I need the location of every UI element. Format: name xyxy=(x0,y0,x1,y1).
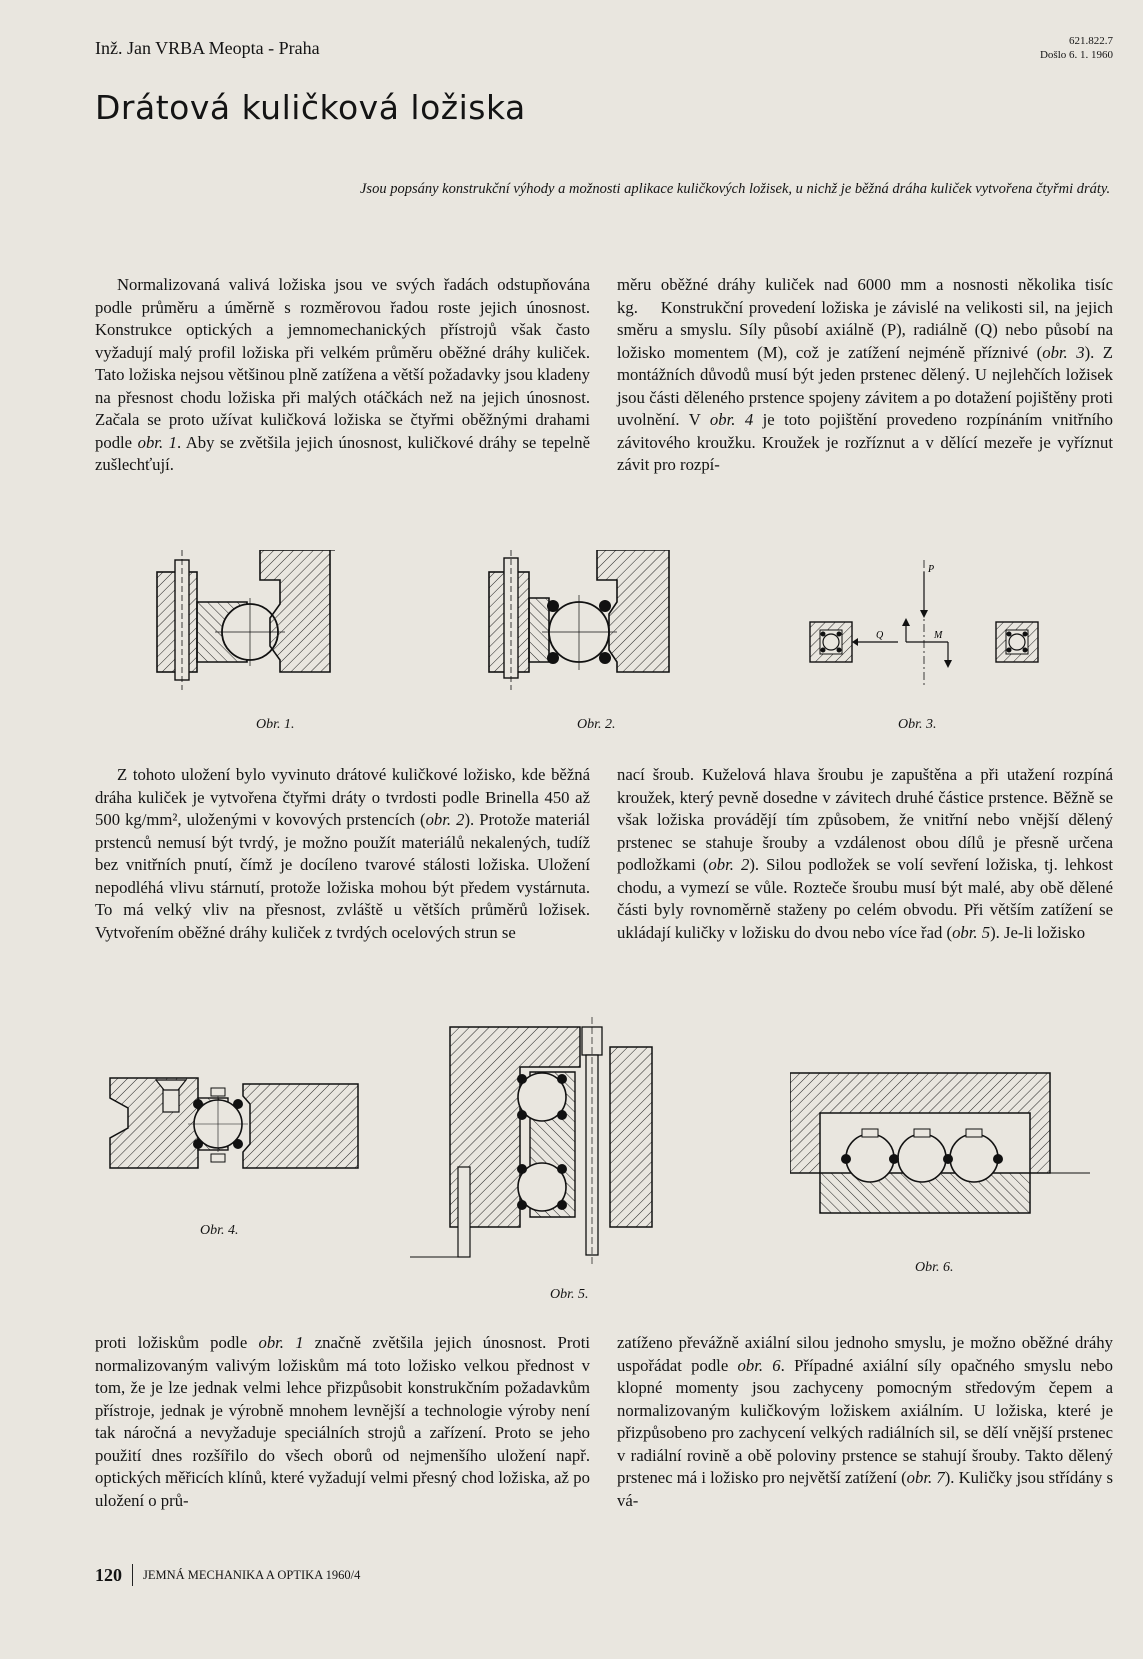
figure-5-drawing xyxy=(410,1017,655,1272)
text-run: Z tohoto uložení bylo vyvinuto drátové kuličkové ložisko, kde běžná dráha kuliček je vytvořena čtyřmi dráty o tvrdosti podle Brinella 450 až 500 kg/mm², uloženými v kovových prstencích ( xyxy=(95,765,590,829)
text-run: proti ložiskům podle xyxy=(95,1333,259,1352)
figure-3-caption: Obr. 3. xyxy=(898,717,937,732)
text-run: měru oběžné dráhy kuliček nad 6000 mm a nosnosti několika tisíc kg. xyxy=(617,275,1113,317)
paragraph-intro xyxy=(95,274,590,477)
text-run: nací šroub. Kuželová hlava šroubu je zapuštěna a při utažení rozpíná kroužek, který pevně dosedne v závitech druhé částice prstence. Běžně se však ložiska provádějí tím způsobem, že vnitřní nebo vnější dělený prstenec se stahuje šrouby a vzdálenost obou dílů je přesně určena podložkami ( xyxy=(617,765,1113,874)
udc-block xyxy=(1040,34,1113,62)
text-run: ). Kuličky jsou střídány s vá- xyxy=(617,1468,1113,1510)
text-run: značně zvětšila jejich únosnost. Proti normalizovaným valivým ložiskům má toto ložisko velkou přednost v tom, že je lze jednak velmi lehce přizpůsobit konstrukčním požadavkům přístroje, jednak je výrobně mnohem levnější a technologie výroby není tak náročná a nevyžaduje speciálních strojů a zařízení. Proto se jeho použití dnes rozšířilo do všech oborů od nejmenšího uložení např. optických měřicích klínů, které vyžadují velmi přesný chod ložiska, až po uložení o prů- xyxy=(95,1333,590,1510)
figure-6-drawing xyxy=(790,1063,1090,1243)
figure-1-drawing xyxy=(155,550,335,700)
journal-name: JEMNÁ MECHANIKA A OPTIKA 1960/4 xyxy=(143,1567,361,1582)
footer-divider xyxy=(132,1564,133,1586)
figure-2-drawing xyxy=(487,550,677,700)
text-run: . Aby se zvětšila jejich únosnost, kuličkové dráhy se tepelně zušlechťují. xyxy=(95,432,590,474)
text-run: ). Silou podložek se volí sevření ložiska, tj. lehkost chodu, a vymezí se vůle. Rozteče šroubu musí být malé, aby obě dělené části byly rovnoměrně staženy po celém obvodu. Při větším zatížení se ukládají kuličky v ložisku do dvou nebo více řad ( xyxy=(617,855,1114,942)
text-run: Konstrukční provedení ložiska je závislé na velikosti sil, na jejich směru a smyslu. Síly působí axiálně (P), radiálně (Q) nebo působí na ložisko momentem (M), což je zatížení nejméně příznivé ( xyxy=(617,297,1113,362)
text-run: obr. 2 xyxy=(425,810,465,829)
text-run: zatíženo převážně axiální silou jednoho smyslu, je možno oběžné dráhy uspořádat podle xyxy=(617,1333,1113,1375)
figure-5-caption: Obr. 5. xyxy=(550,1287,589,1302)
article-title: Drátová kuličková ložiska xyxy=(95,88,526,127)
paragraph-axial-loads xyxy=(617,1332,1113,1512)
text-run: ). Protože materiál prstenců nemusí být tvrdý, je možno použít materiálů nekalených, tudíž bez vnitřních pnutí, čímž je docíleno tvarové stálosti ložiska. Uložení nepodléhá vlivu stárnutí, protože ložiska mohou být předem vystárnuta. To má velký vliv na přesnost, zvláště u větších průměrů ložisek. Vytvořením oběžné dráhy kuliček z tvrdých ocelových strun se xyxy=(95,810,590,942)
text-run: obr. 2 xyxy=(708,855,750,874)
udc-code: 621.822.7 xyxy=(1069,35,1113,47)
text-run: obr. 3 xyxy=(1042,342,1085,362)
paragraph-wire-bearing xyxy=(95,764,590,944)
paragraph-advantages xyxy=(95,1332,590,1512)
text-run: obr. 6 xyxy=(737,1355,781,1375)
figure-3-label-m: M xyxy=(934,630,943,641)
text-run: . Případné axiální síly opačného smyslu nebo klopné momenty jsou zachyceny pomocným středovým čepem a normalizovaným kuličkovým ložiskem axiálním. U ložiska, které je přizpůsobeno pro zachycení velkých radiálních sil, se dělí vnější prstenec v radiální rovině a obě poloviny prstence se stahují šrouby. Takto dělený prstenec má i ložisko pro největší zatížení ( xyxy=(617,1355,1113,1487)
page-footer xyxy=(95,1564,360,1586)
article-abstract: Jsou popsány konstrukční výhody a možnosti aplikace kuličkových ložisek, u nichž je běžná dráha kuliček vytvořena čtyřmi dráty. xyxy=(360,181,1111,197)
text-run: ). Z montážních důvodů musí být jeden prstenec dělený. U nejlehčích ložisek jsou části děleného prstence spojeny závitem a po dotažení pojištěny proti uvolnění. V xyxy=(617,342,1113,429)
figure-1-caption: Obr. 1. xyxy=(256,717,295,732)
text-run: obr. 1 xyxy=(137,432,177,452)
figure-4-drawing xyxy=(108,1068,363,1188)
text-run: obr. 4 xyxy=(709,410,754,429)
figure-4-caption: Obr. 4. xyxy=(200,1223,239,1238)
text-run: obr. 7 xyxy=(906,1468,945,1487)
received-date: Došlo 6. 1. 1960 xyxy=(1039,49,1113,61)
paragraph-screws xyxy=(617,764,1113,944)
figure-2-caption: Obr. 2. xyxy=(577,717,616,732)
figure-3-label-q: Q xyxy=(876,630,884,641)
text-run: je toto pojištění provedeno rozpínáním vnitřního závitového kroužku. Kroužek je rozříznut a v dělící mezeře je vyříznut závit pro rozpí- xyxy=(617,410,1113,474)
figure-6-caption: Obr. 6. xyxy=(915,1260,954,1275)
figure-3-label-p: P xyxy=(928,564,935,575)
text-run: obr. 1 xyxy=(258,1333,304,1352)
text-run: obr. 5 xyxy=(952,922,991,942)
page-number: 120 xyxy=(95,1564,122,1585)
text-run: ). Je-li ložisko xyxy=(990,922,1086,942)
paragraph-construction xyxy=(617,274,1113,477)
figure-3-drawing xyxy=(808,560,1048,690)
text-run: Normalizovaná valivá ložiska jsou ve svých řadách odstupňována podle průměru a úměrně s rozměrovou řadou roste jejich únosnost. Konstrukce optických a jemnomechanických přístrojů však často vyžadují malý profil ložiska při velkém průměru oběžné dráhy kuliček. Tato ložiska nejsou většinou plně zatížena a větší požadavky jsou kladeny na přesnost chodu ložiska při malých otáčkách než na jejich únosnost. Začala se proto užívat kuličková ložiska se čtyřmi oběžnými drahami podle xyxy=(95,275,590,452)
author-line: Inž. Jan VRBA Meopta - Praha xyxy=(95,38,320,58)
